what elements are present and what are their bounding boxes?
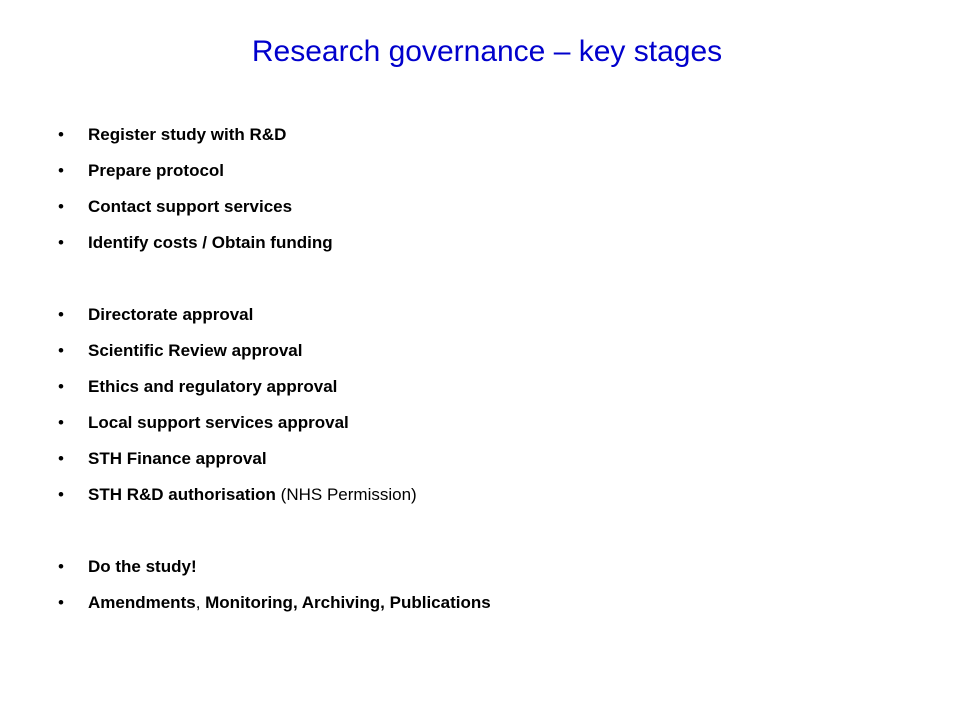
- list-item-label: Amendments: [88, 593, 196, 612]
- list-item-label: Do the study!: [88, 557, 197, 576]
- bullet-icon: •: [58, 305, 64, 324]
- list-item-label: Directorate approval: [88, 305, 254, 324]
- bullet-icon: •: [58, 341, 64, 360]
- bullet-icon: •: [58, 125, 64, 144]
- bullet-icon: •: [58, 485, 64, 504]
- list-item-label: Identify costs / Obtain funding: [88, 233, 333, 252]
- list-item-text: [88, 485, 417, 505]
- bullet-icon: •: [58, 197, 64, 216]
- list-item-label: Prepare protocol: [88, 161, 225, 180]
- list-item-label-rest: Monitoring, Archiving, Publications: [205, 593, 491, 612]
- list-item-label: STH Finance approval: [88, 449, 267, 468]
- list-item-label: Scientific Review approval: [88, 341, 303, 360]
- bullet-icon: •: [58, 593, 64, 612]
- bullet-icon: •: [58, 233, 64, 252]
- list-item-label: Contact support services: [88, 197, 293, 216]
- bullet-icon: •: [58, 449, 64, 468]
- list-item-text: [88, 593, 491, 613]
- bullet-icon: •: [58, 161, 64, 180]
- bullet-icon: •: [58, 377, 64, 396]
- bullet-icon: •: [58, 557, 64, 576]
- list-item-separator: ,: [195, 593, 206, 612]
- slide-title: Research governance – key stages: [251, 35, 723, 68]
- list-item-label: Ethics and regulatory approval: [88, 377, 338, 396]
- list-item-note: (NHS Permission): [275, 485, 417, 504]
- list-item-label: Register study with R&D: [88, 125, 287, 144]
- bullet-icon: •: [58, 413, 64, 432]
- list-item-label: Local support services approval: [88, 413, 349, 432]
- list-item-label: STH R&D authorisation: [88, 485, 276, 504]
